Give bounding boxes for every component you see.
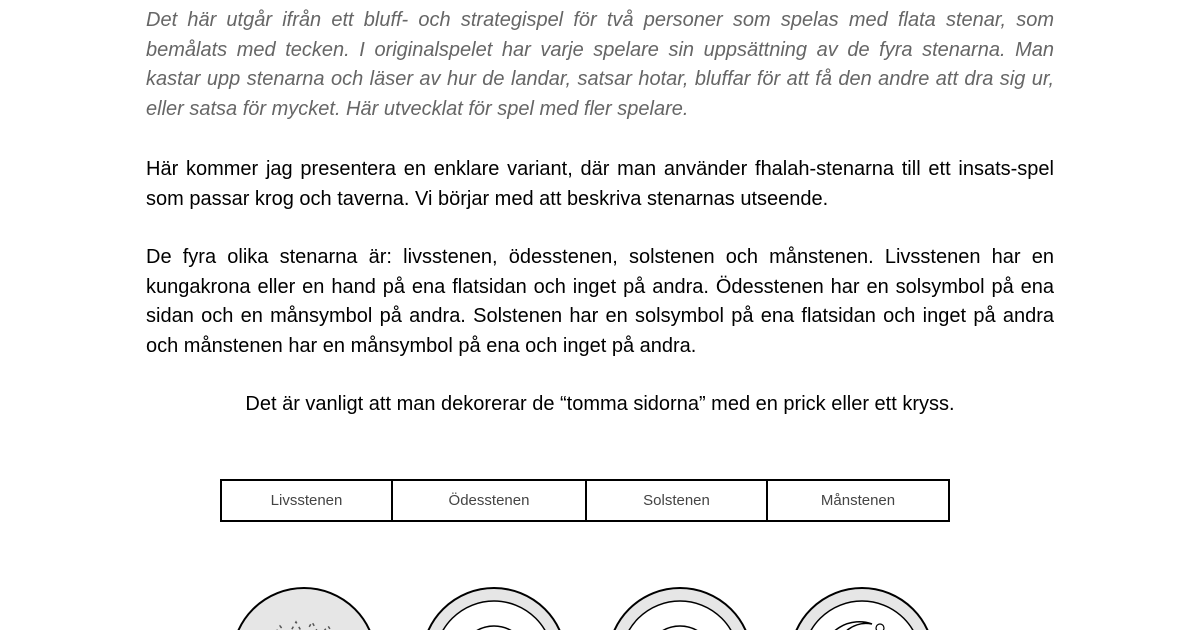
stone-name-table: [220, 479, 950, 522]
table-row: [221, 480, 949, 521]
paragraph-stones-description: De fyra olika stenarna är: livsstenen, ödesstenen, solstenen och månstenen. Livsstenen har en kungakrona eller en hand på ena flatsidan och inget på andra. Ödesstenen har en solsymbol på ena sidan och en månsymbol på andra. Solstenen har en solsymbol på ena flatsidan och inget på andra och månstenen har en månsymbol på ena och inget på andra.: [146, 246, 1054, 357]
stones-illustration: [0, 580, 1200, 630]
header-odesstenen: Ödesstenen: [392, 480, 586, 521]
stone-odesstenen: [422, 588, 566, 630]
header-livsstenen: Livsstenen: [221, 480, 392, 521]
stone-solstenen: [608, 588, 752, 630]
intro-italic-paragraph: Det här utgår ifrån ett bluff- och strategispel för två personer som spelas med flata stenar, som bemålats med tecken. I originalspelet har varje spelare sin uppsättning av de fyra stenarna. Man kastar upp stenarna och läser av hur de landar, satsar hotar, bluffar för att få den andre att dra sig ur, eller satsa för mycket. Här utvecklat för spel med fler spelare.: [146, 9, 1054, 120]
stone-livsstenen: [232, 588, 376, 630]
header-manstenen: Månstenen: [767, 480, 949, 521]
header-solstenen: Solstenen: [586, 480, 767, 521]
paragraph-decoration: Det är vanligt att man dekorerar de “tomma sidorna” med en prick eller ett kryss.: [245, 393, 955, 415]
stone-manstenen: [790, 588, 934, 630]
paragraph-variant: Här kommer jag presentera en enklare variant, där man använder fhalah-stenarna till ett insats-spel som passar krog och taverna. Vi börjar med att beskriva stenarnas utseende.: [146, 158, 1054, 210]
